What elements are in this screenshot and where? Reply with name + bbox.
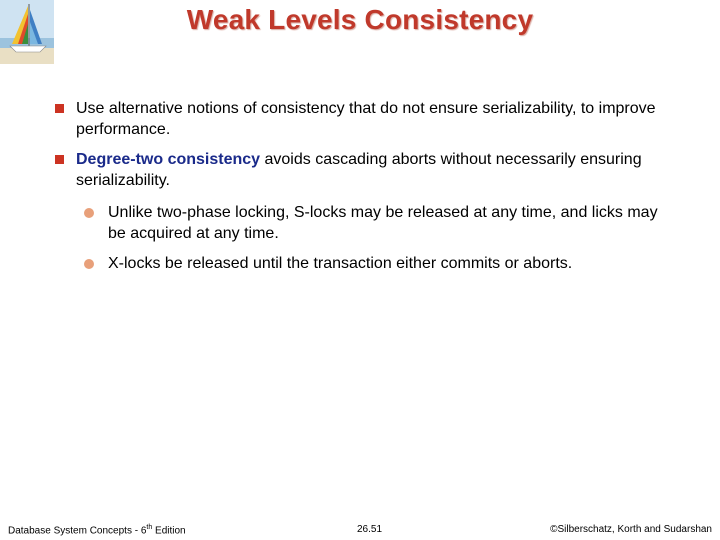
footer-copyright: ©Silberschatz, Korth and Sudarshan (550, 524, 712, 535)
bullet-item (0, 149, 656, 191)
bullet-term: Degree-two consistency (76, 151, 261, 168)
sub-bullet-list (0, 200, 720, 274)
sub-bullet-text: X-locks be released until the transaction either commits or aborts. (108, 255, 573, 272)
bullet-text: Use alternative notions of consistency that do not ensure serializability, to improve performance. (76, 100, 656, 138)
sub-bullet-item (0, 253, 668, 274)
bullet-text: avoids cascading aborts without necessarily ensuring serializability. (76, 151, 642, 189)
bullet-item (0, 98, 656, 140)
sub-bullet-text: Unlike two-phase locking, S-locks may be released at any time, and licks may be acquired at any time. (108, 204, 658, 242)
round-bullet-icon (84, 259, 94, 269)
square-bullet-icon (55, 104, 64, 113)
footer-book-title: Database System Concepts - 6th Edition (8, 524, 186, 537)
bullet-list (0, 98, 720, 283)
footer-page-number: 26.51 (357, 524, 383, 535)
round-bullet-icon (84, 208, 94, 218)
slide-title: Weak Levels Consistency (186, 4, 534, 35)
square-bullet-icon (55, 155, 64, 164)
sub-bullet-item (0, 202, 668, 244)
